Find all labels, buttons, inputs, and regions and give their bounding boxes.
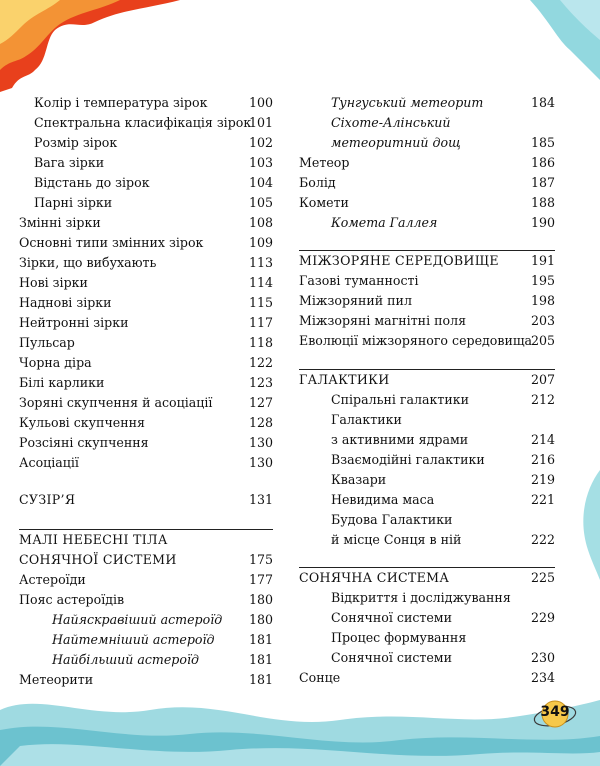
toc-entry-title: Будова Галактики xyxy=(331,512,453,527)
section-rule-right-3 xyxy=(299,567,555,568)
toc-entry-title: Галактики xyxy=(331,412,402,427)
toc-entry xyxy=(290,370,600,390)
toc-entry-title: Спіральні галактики xyxy=(331,392,470,407)
toc-entry xyxy=(290,271,600,291)
toc-entry xyxy=(0,413,290,433)
toc-entry-page: 207 xyxy=(530,372,555,387)
toc-entry-title: Комета Галлея xyxy=(331,215,438,230)
toc-entry xyxy=(0,670,290,690)
toc-entry-page: 222 xyxy=(530,532,555,547)
toc-entry-title: метеоритний дощ xyxy=(331,135,461,150)
toc-entry-page: 180 xyxy=(248,592,273,607)
toc-entry xyxy=(290,251,600,271)
toc-entry-page: 188 xyxy=(530,195,555,210)
toc-entry-title: Парні зірки xyxy=(34,195,113,210)
toc-entry-page: 216 xyxy=(530,452,555,467)
toc-entry xyxy=(290,568,600,588)
toc-entry-page: 184 xyxy=(530,95,555,110)
toc-entry xyxy=(0,213,290,233)
toc-entry-title: Спектральна класифікація зірок xyxy=(34,115,252,130)
toc-entry xyxy=(0,530,290,550)
toc-entry xyxy=(0,153,290,173)
toc-entry xyxy=(0,253,290,273)
toc-entry-title: Найяскравіший астероїд xyxy=(52,612,223,627)
toc-entry-page: 118 xyxy=(248,335,273,350)
toc-entry-page: 122 xyxy=(248,355,273,370)
toc-entry xyxy=(290,668,600,688)
page-number: 349 xyxy=(540,704,570,720)
toc-entry-title: СОНЯЧНОЇ СИСТЕМИ xyxy=(19,552,177,567)
toc-entry-title: Нейтронні зірки xyxy=(19,315,129,330)
toc-entry-title: Сіхоте-Алінський xyxy=(331,115,451,130)
toc-entry-page: 191 xyxy=(530,253,555,268)
toc-entry-title: Болід xyxy=(299,175,336,190)
toc-entry-title: Метеор xyxy=(299,155,350,170)
toc-entry-page: 114 xyxy=(248,275,273,290)
toc-entry xyxy=(0,570,290,590)
toc-entry xyxy=(290,628,600,648)
toc-entry-title: Чорна діра xyxy=(19,355,92,370)
toc-entry-page: 103 xyxy=(248,155,273,170)
toc-entry-title: ГАЛАКТИКИ xyxy=(299,372,390,387)
toc-entry-title: Змінні зірки xyxy=(19,215,101,230)
toc-entry-title: Білі карлики xyxy=(19,375,105,390)
toc-entry xyxy=(290,648,600,668)
toc-entry-page: 101 xyxy=(248,115,273,130)
toc-entry-page: 102 xyxy=(248,135,273,150)
toc-entry-page: 181 xyxy=(248,672,273,687)
toc-entry-title: Тунгуський метеорит xyxy=(331,95,484,110)
toc-entry-page: 198 xyxy=(530,293,555,308)
water-decoration-top xyxy=(520,0,600,90)
toc-entry-page: 185 xyxy=(530,135,555,150)
toc-entry xyxy=(290,113,600,133)
toc-entry-title: Кульові скупчення xyxy=(19,415,145,430)
toc-entry-title: Невидима маса xyxy=(331,492,435,507)
toc-entry-title: Процес формування xyxy=(331,630,467,645)
toc-entry-title: Наднові зірки xyxy=(19,295,112,310)
toc-entry-title: СУЗІР’Я xyxy=(19,492,76,507)
toc-entry xyxy=(0,630,290,650)
toc-entry-title: Найбільший астероїд xyxy=(52,652,199,667)
toc-entry-page: 100 xyxy=(248,95,273,110)
toc-entry-title: Зоряні скупчення й асоціації xyxy=(19,395,213,410)
toc-entry-page: 212 xyxy=(530,392,555,407)
toc-entry xyxy=(290,608,600,628)
toc-entry xyxy=(290,490,600,510)
toc-entry-title: МІЖЗОРЯНЕ СЕРЕДОВИЩЕ xyxy=(299,253,499,268)
toc-entry-title: Розмір зірок xyxy=(34,135,118,150)
toc-entry-page: 230 xyxy=(530,650,555,665)
toc-entry xyxy=(290,193,600,213)
toc-entry xyxy=(0,650,290,670)
toc-entry-title: Комети xyxy=(299,195,349,210)
toc-entry-title: Найтемніший астероїд xyxy=(52,632,215,647)
toc-entry xyxy=(0,293,290,313)
toc-entry xyxy=(290,291,600,311)
toc-entry-title: Взаємодійні галактики xyxy=(331,452,485,467)
toc-entry-page: 113 xyxy=(248,255,273,270)
toc-entry-page: 131 xyxy=(248,492,273,507)
toc-entry-title: Колір і температура зірок xyxy=(34,95,208,110)
toc-entry xyxy=(0,353,290,373)
toc-entry-title: Квазари xyxy=(331,472,387,487)
toc-entry-title: Сонце xyxy=(299,670,341,685)
toc-entry xyxy=(0,133,290,153)
toc-entry xyxy=(0,490,290,510)
toc-entry-page: 117 xyxy=(248,315,273,330)
toc-entry xyxy=(290,430,600,450)
toc-entry xyxy=(290,588,600,608)
toc-entry xyxy=(290,153,600,173)
toc-entry-page: 225 xyxy=(530,570,555,585)
water-decoration-bottom xyxy=(0,680,600,766)
toc-entry-page: 130 xyxy=(248,435,273,450)
toc-entry-page: 123 xyxy=(248,375,273,390)
flame-decoration xyxy=(0,0,200,95)
toc-entry xyxy=(290,390,600,410)
toc-entry xyxy=(0,453,290,473)
toc-entry xyxy=(290,410,600,430)
toc-entry-page: 177 xyxy=(248,572,273,587)
toc-entry-title: Сонячної системи xyxy=(331,610,452,625)
toc-entry-page: 130 xyxy=(248,455,273,470)
toc-entry xyxy=(290,510,600,530)
toc-entry-page: 109 xyxy=(248,235,273,250)
toc-entry xyxy=(0,393,290,413)
toc-entry xyxy=(290,311,600,331)
toc-entry-page: 108 xyxy=(248,215,273,230)
toc-entry-title: Розсіяні скупчення xyxy=(19,435,149,450)
toc-entry-page: 203 xyxy=(530,313,555,328)
toc-entry xyxy=(290,450,600,470)
toc-entry xyxy=(0,173,290,193)
section-rule-right-2 xyxy=(299,369,555,370)
toc-entry xyxy=(0,550,290,570)
toc-entry-page: 190 xyxy=(530,215,555,230)
toc-entry xyxy=(290,213,600,233)
toc-entry-title: Міжзоряний пил xyxy=(299,293,412,308)
toc-entry-title: Нові зірки xyxy=(19,275,88,290)
toc-entry-title: з активними ядрами xyxy=(331,432,469,447)
page-number-badge xyxy=(532,698,578,734)
toc-entry-page: 234 xyxy=(530,670,555,685)
toc-entry xyxy=(0,313,290,333)
toc-entry xyxy=(290,530,600,550)
toc-entry-page: 180 xyxy=(248,612,273,627)
toc-entry-title: й місце Сонця в ній xyxy=(331,532,462,547)
toc-entry xyxy=(0,93,290,113)
toc-entry xyxy=(0,193,290,213)
toc-entry-title: Газові туманності xyxy=(299,273,419,288)
toc-entry-title: Відкриття і досліджування xyxy=(331,590,511,605)
toc-entry xyxy=(290,93,600,113)
toc-entry-title: Астероїди xyxy=(19,572,86,587)
toc-entry-page: 181 xyxy=(248,652,273,667)
toc-entry-title: Відстань до зірок xyxy=(34,175,150,190)
toc-entry xyxy=(0,233,290,253)
toc-entry xyxy=(0,333,290,353)
toc-entry-page: 214 xyxy=(530,432,555,447)
toc-entry xyxy=(0,113,290,133)
toc-entry-page: 115 xyxy=(248,295,273,310)
toc-entry-title: Пояс астероїдів xyxy=(19,592,125,607)
toc-entry-page: 104 xyxy=(248,175,273,190)
toc-entry-title: Пульсар xyxy=(19,335,75,350)
toc-entry-title: Зірки, що вибухають xyxy=(19,255,157,270)
toc-entry-title: Основні типи змінних зірок xyxy=(19,235,204,250)
toc-entry-title: Вага зірки xyxy=(34,155,105,170)
section-rule-right-1 xyxy=(299,250,555,251)
toc-entry-page: 127 xyxy=(248,395,273,410)
toc-entry-title: Асоціації xyxy=(19,455,79,470)
toc-entry-page: 181 xyxy=(248,632,273,647)
toc-entry xyxy=(290,331,600,351)
toc-entry-title: МАЛІ НЕБЕСНІ ТІЛА xyxy=(19,532,168,547)
toc-entry-page: 205 xyxy=(530,333,555,348)
toc-entry-title: Метеорити xyxy=(19,672,94,687)
toc-entry xyxy=(290,173,600,193)
toc-entry xyxy=(0,590,290,610)
toc-entry-page: 187 xyxy=(530,175,555,190)
toc-entry-page: 186 xyxy=(530,155,555,170)
toc-entry xyxy=(290,133,600,153)
toc-entry xyxy=(290,470,600,490)
toc-entry-page: 105 xyxy=(248,195,273,210)
toc-entry-title: Міжзоряні магнітні поля xyxy=(299,313,467,328)
toc-entry-page: 221 xyxy=(530,492,555,507)
toc-entry-title: Еволюції міжзоряного середовища xyxy=(299,333,533,348)
toc-entry-page: 219 xyxy=(530,472,555,487)
toc-entry-title: Сонячної системи xyxy=(331,650,452,665)
toc-entry xyxy=(0,373,290,393)
toc-entry xyxy=(0,610,290,630)
toc-entry-page: 175 xyxy=(248,552,273,567)
toc-entry xyxy=(0,433,290,453)
toc-entry-page: 229 xyxy=(530,610,555,625)
section-rule-left xyxy=(19,529,273,530)
toc-entry-page: 195 xyxy=(530,273,555,288)
toc-entry xyxy=(0,273,290,293)
toc-entry-page: 128 xyxy=(248,415,273,430)
toc-entry-title: СОНЯЧНА СИСТЕМА xyxy=(299,570,450,585)
